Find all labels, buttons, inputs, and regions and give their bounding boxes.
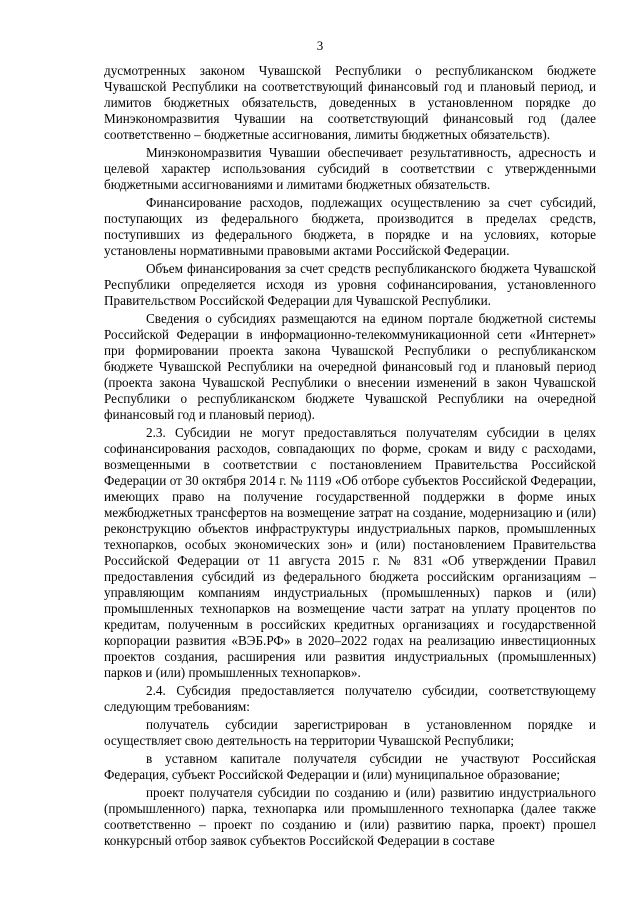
paragraph: Объем финансирования за счет средств республиканского бюджета Чувашской Республики определяется исходя из уровня софинансирования, установленного Правительством Российской Федерации для Чувашской Республики. <box>104 261 596 308</box>
requirement-item: в уставном капитале получателя субсидии не участвуют Российская Федерация, субъект Российской Федерации и (или) муниципальное образование; <box>104 751 596 782</box>
paragraph: Минэкономразвития Чувашии обеспечивает результативность, адресность и целевой характер использования субсидий в соответствии с утвержденными бюджетными ассигнованиями и лимитами бюджетных обязательств. <box>104 145 596 192</box>
paragraph-clause-2-4: 2.4. Субсидия предоставляется получателю субсидии, соответствующему следующим требованиям: <box>104 683 596 714</box>
paragraph-clause-2-3: 2.3. Субсидии не могут предоставляться получателям субсидии в целях софинансирования расходов, совпадающих по форме, срокам и виду с расходами, возмещенными в соответствии с постановлением Правительства Российской Федерации от 30 октября 2014 г. № 1119 «Об отборе субъектов Российской Федерации, имеющих право на получение государственной поддержки в форме иных межбюджетных трансфертов на возмещение затрат на создание, модернизацию и (или) реконструкцию объектов инфраструктуры индустриальных парков, промышленных технопарков, особых экономических зон» и (или) постановлением Правительства Российской Федерации от 11 августа 2015 г. № 831 «Об утверждении Правил предоставления субсидий из федерального бюджета российским организациям – управляющим компаниям индустриальных (промышленных) парков и (или) промышленных технопарков на возмещение части затрат на уплату процентов по кредитам, полученным в российских кредитных организациях и государственной корпорации развития «ВЭБ.РФ» в 2020–2022 годах на реализацию инвестиционных проектов создания, расширения или развития индустриальных (промышленных) парков и (или) промышленных технопарков». <box>104 425 596 680</box>
requirement-item: получатель субсидии зарегистрирован в установленном порядке и осуществляет свою деятельность на территории Чувашской Республики; <box>104 717 596 748</box>
document-body <box>104 63 596 851</box>
paragraph: Финансирование расходов, подлежащих осуществлению за счет субсидий, поступающих из федерального бюджета, производится в пределах средств, поступивших из федерального бюджета, в порядке и на условиях, которые установлены нормативными правовыми актами Российской Федерации. <box>104 195 596 258</box>
requirement-item: проект получателя субсидии по созданию и (или) развитию индустриального (промышленного) парка, технопарка или промышленного технопарка (далее также соответственно – проект по созданию и (или) развитию парка, проект) прошел конкурсный отбор заявок субъектов Российской Федерации в составе <box>104 785 596 848</box>
paragraph: Сведения о субсидиях размещаются на едином портале бюджетной системы Российской Федерации в информационно-телекоммуникационной сети «Интернет» при формировании проекта закона Чувашской Республики о республиканском бюджете Чувашской Республики на очередной финансовый год и плановый период (проекта закона Чувашской Республики о внесении изменений в закон Чувашской Республики о республиканском бюджете Чувашской Республики на очередной финансовый год и плановый период). <box>104 311 596 422</box>
page-number: 3 <box>316 38 324 53</box>
paragraph-continuation: дусмотренных законом Чувашской Республики о республиканском бюджете Чувашской Республики на соответствующий финансовый год и плановый период, и лимитов бюджетных обязательств, доведенных в установленном порядке до Минэкономразвития Чувашии на соответствующий финансовый год (далее соответственно – бюджетные ассигнования, лимиты бюджетных обязательств). <box>104 63 596 142</box>
